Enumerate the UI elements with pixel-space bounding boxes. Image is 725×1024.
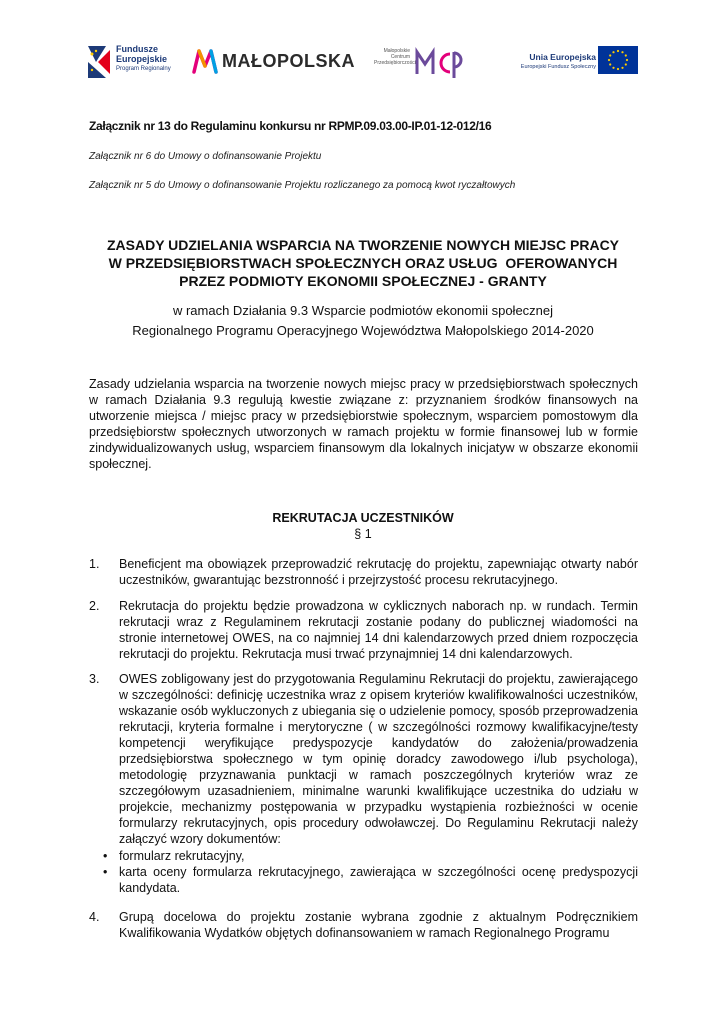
bullet-text: formularz rekrutacyjny, <box>119 849 245 863</box>
list-item <box>89 556 638 588</box>
malopolska-logo <box>192 40 362 84</box>
list-item <box>89 598 638 662</box>
fe-line3: Program Regionalny <box>116 66 171 72</box>
item-number: 1. <box>89 557 100 571</box>
document-subtitle <box>82 301 644 341</box>
unia-europejska-logo <box>516 40 638 84</box>
logo-bar <box>86 40 638 84</box>
item-text: Grupą docelowa do projektu zostanie wybrana zgodnie z aktualnym Podręcznikiem Kwalifikowania Wydatków objętych dofinansowaniem w ramach Regionalnego Programu <box>119 910 638 940</box>
title-line-2: W PRZEDSIĘBIORSTWACH SPOŁECZNYCH ORAZ USŁUG OFEROWANYCH <box>108 255 618 271</box>
fe-logo-text <box>116 44 171 74</box>
fe-line2: Europejskie <box>116 54 168 64</box>
bullet-item <box>103 848 638 864</box>
ue-logo-text <box>516 52 596 72</box>
eu-flag-icon <box>598 46 638 74</box>
item-number: 2. <box>89 599 100 613</box>
fundusze-europejskie-logo <box>86 40 186 84</box>
item-number: 4. <box>89 910 100 924</box>
item-text: Rekrutacja do projektu będzie prowadzona w cyklicznych naborach np. w rundach. Termin rekrutacji wraz z Regulaminem rekrutacji zostanie podany do publicznej wiadomości na stronie internetowej OWES, na co najmniej 14 dni kalendarzowych przed dniem rozpoczęcia rekrutacji do projektu. Rekrutacja musi trwać przynajmniej 14 dni kalendarzowych. <box>119 599 638 661</box>
subtitle-line-1: w ramach Działania 9.3 Wsparcie podmiotów ekonomii społecznej <box>172 303 554 318</box>
fe-line1: Fundusze <box>116 44 158 54</box>
bullet-mark: • <box>103 865 108 879</box>
mcp-line2: Centrum <box>390 54 410 60</box>
mcp-logo-text <box>374 48 416 66</box>
list-item <box>89 909 638 941</box>
fe-flag-icon <box>86 42 112 80</box>
mcp-line3: Przedsiębiorczości <box>374 60 416 66</box>
malopolska-name: MAŁOPOLSKA <box>222 51 355 71</box>
ue-line2: Europejski Fundusz Społeczny <box>520 64 596 70</box>
item-text: Beneficjent ma obowiązek przeprowadzić rekrutację do projektu, zapewniając otwarty nabór uczestników, gwarantując bezstronność i przejrzystość procesu rekrutacyjnego. <box>119 557 638 587</box>
subtitle-line-2: Regionalnego Programu Operacyjnego Województwa Małopolskiego 2014-2020 <box>132 323 594 338</box>
document-title <box>82 236 644 290</box>
item-number: 3. <box>89 672 100 686</box>
mcp-line1: Małopolskie <box>383 48 410 54</box>
mcp-logo <box>374 40 474 84</box>
title-line-1: ZASADY UDZIELANIA WSPARCIA NA TWORZENIE NOWYCH MIEJSC PRACY <box>106 237 620 253</box>
attachment-note-1: Załącznik nr 6 do Umowy o dofinansowanie Projektu <box>89 151 322 162</box>
section-title: REKRUTACJA UCZESTNIKÓW <box>272 511 454 525</box>
intro-paragraph: Zasady udzielania wsparcia na tworzenie nowych miejsc pracy w przedsiębiorstwach społecznych w ramach Działania 9.3 regulują kwestie związane z: przyznaniem środków finansowych na utworzenie miejsca / miejsc pracy w przedsiębiorstwie społecznym, wsparciem pomostowym dla przedsiębiorstw społecznych utworzonych w ramach projektu w formie finansowej lub w formie zindywidualizowanych usług, wsparciem finansowym dla lokalnych inicjatyw w obszarze ekonomii społecznej. <box>89 377 638 471</box>
document-list <box>103 848 638 896</box>
ue-line1: Unia Europejska <box>529 52 596 62</box>
mcp-mark-icon <box>414 44 468 80</box>
attachment-note-2: Załącznik nr 5 do Umowy o dofinansowanie Projektu rozliczanego za pomocą kwot ryczałtowych <box>89 180 516 191</box>
list-item <box>89 671 638 847</box>
bullet-text: karta oceny formularza rekrutacyjnego, zawierająca w szczególności ocenę predyspozycji kandydata. <box>119 865 638 895</box>
bullet-mark: • <box>103 849 108 863</box>
section-number: § 1 <box>354 527 372 541</box>
item-text: OWES zobligowany jest do przygotowania Regulaminu Rekrutacji do projektu, zawierającego w szczególności: definicję uczestnika wraz z opisem kryteriów kwalifikowalności uczestników, wskazanie osób wykluczonych z ubiegania się o udzielenie pomocy, sposób przeprowadzenia rekrutacji, kryteria formalne i merytoryczne ( w szczególności rozmowy kwalifikacyjne/testy kompetencji weryfikujące predyspozycje kandydatów do założenia/prowadzenia przedsiębiorstwa społecznego w tym opinię doradcy zawodowego i/lub psychologa), metodologię przyznawania punktacji w ramach poszczególnych kryteriów wraz ze szczegółowym uzasadnieniem, minimalne warunki kwalifikujące uczestnika do udziału w projekcie, mechanizmy postępowania w przypadku wystąpienia rozbieżności w ocenie formularzy rekrutacyjnych, opis procedury odwoławczej. Do Regulaminu Rekrutacji należy załączyć wzory dokumentów: <box>119 672 638 846</box>
bullet-item <box>103 864 638 896</box>
title-line-3: PRZEZ PODMIOTY EKONOMII SPOŁECZNEJ - GRANTY <box>179 273 547 289</box>
attachment-header: Załącznik nr 13 do Regulaminu konkursu nr RPMP.09.03.00-IP.01-12-012/16 <box>89 119 492 133</box>
malopolska-m-icon <box>192 48 218 74</box>
